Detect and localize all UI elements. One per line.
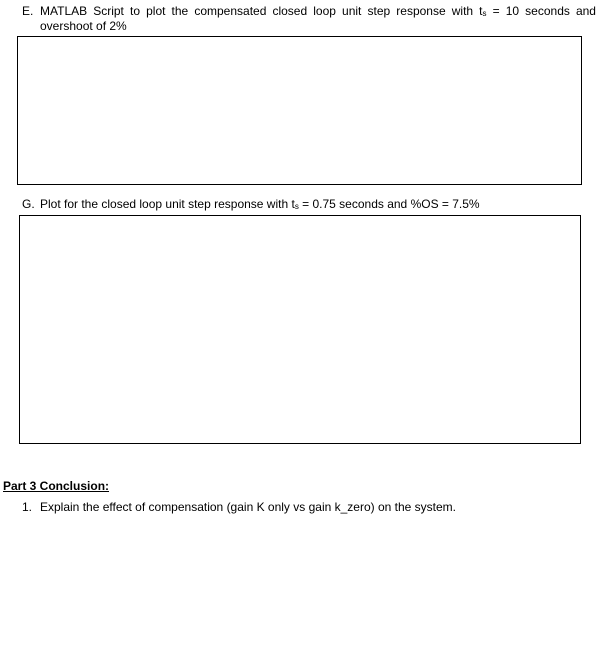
part3-question-1 <box>22 500 596 516</box>
section-g-text-start: Plot for the closed loop unit step response with t <box>40 197 295 211</box>
section-g-number: G. <box>22 197 35 211</box>
section-g-plot-box[interactable] <box>19 215 581 444</box>
section-g-text-end: = 0.75 seconds and %OS = 7.5% <box>298 197 480 211</box>
part3-heading: Part 3 Conclusion: <box>3 479 110 493</box>
section-e-answer-box[interactable] <box>17 36 582 185</box>
section-e-text-end: = 10 seconds and overshoot of 2% <box>40 4 596 33</box>
part3-question-1-number: 1. <box>22 500 33 514</box>
section-e-number: E. <box>22 4 34 18</box>
section-g-subscript: s <box>294 202 299 211</box>
section-e-subscript: s <box>482 9 487 18</box>
part3-question-1-text: Explain the effect of compensation (gain K only vs gain k_zero) on the system. <box>40 500 457 514</box>
section-g-instruction <box>22 197 596 213</box>
section-e-instruction <box>22 4 596 36</box>
section-e-text <box>40 4 596 34</box>
section-g-text <box>40 197 480 212</box>
section-e-text-start: MATLAB Script to plot the compensated closed loop unit step response with t <box>40 4 483 18</box>
